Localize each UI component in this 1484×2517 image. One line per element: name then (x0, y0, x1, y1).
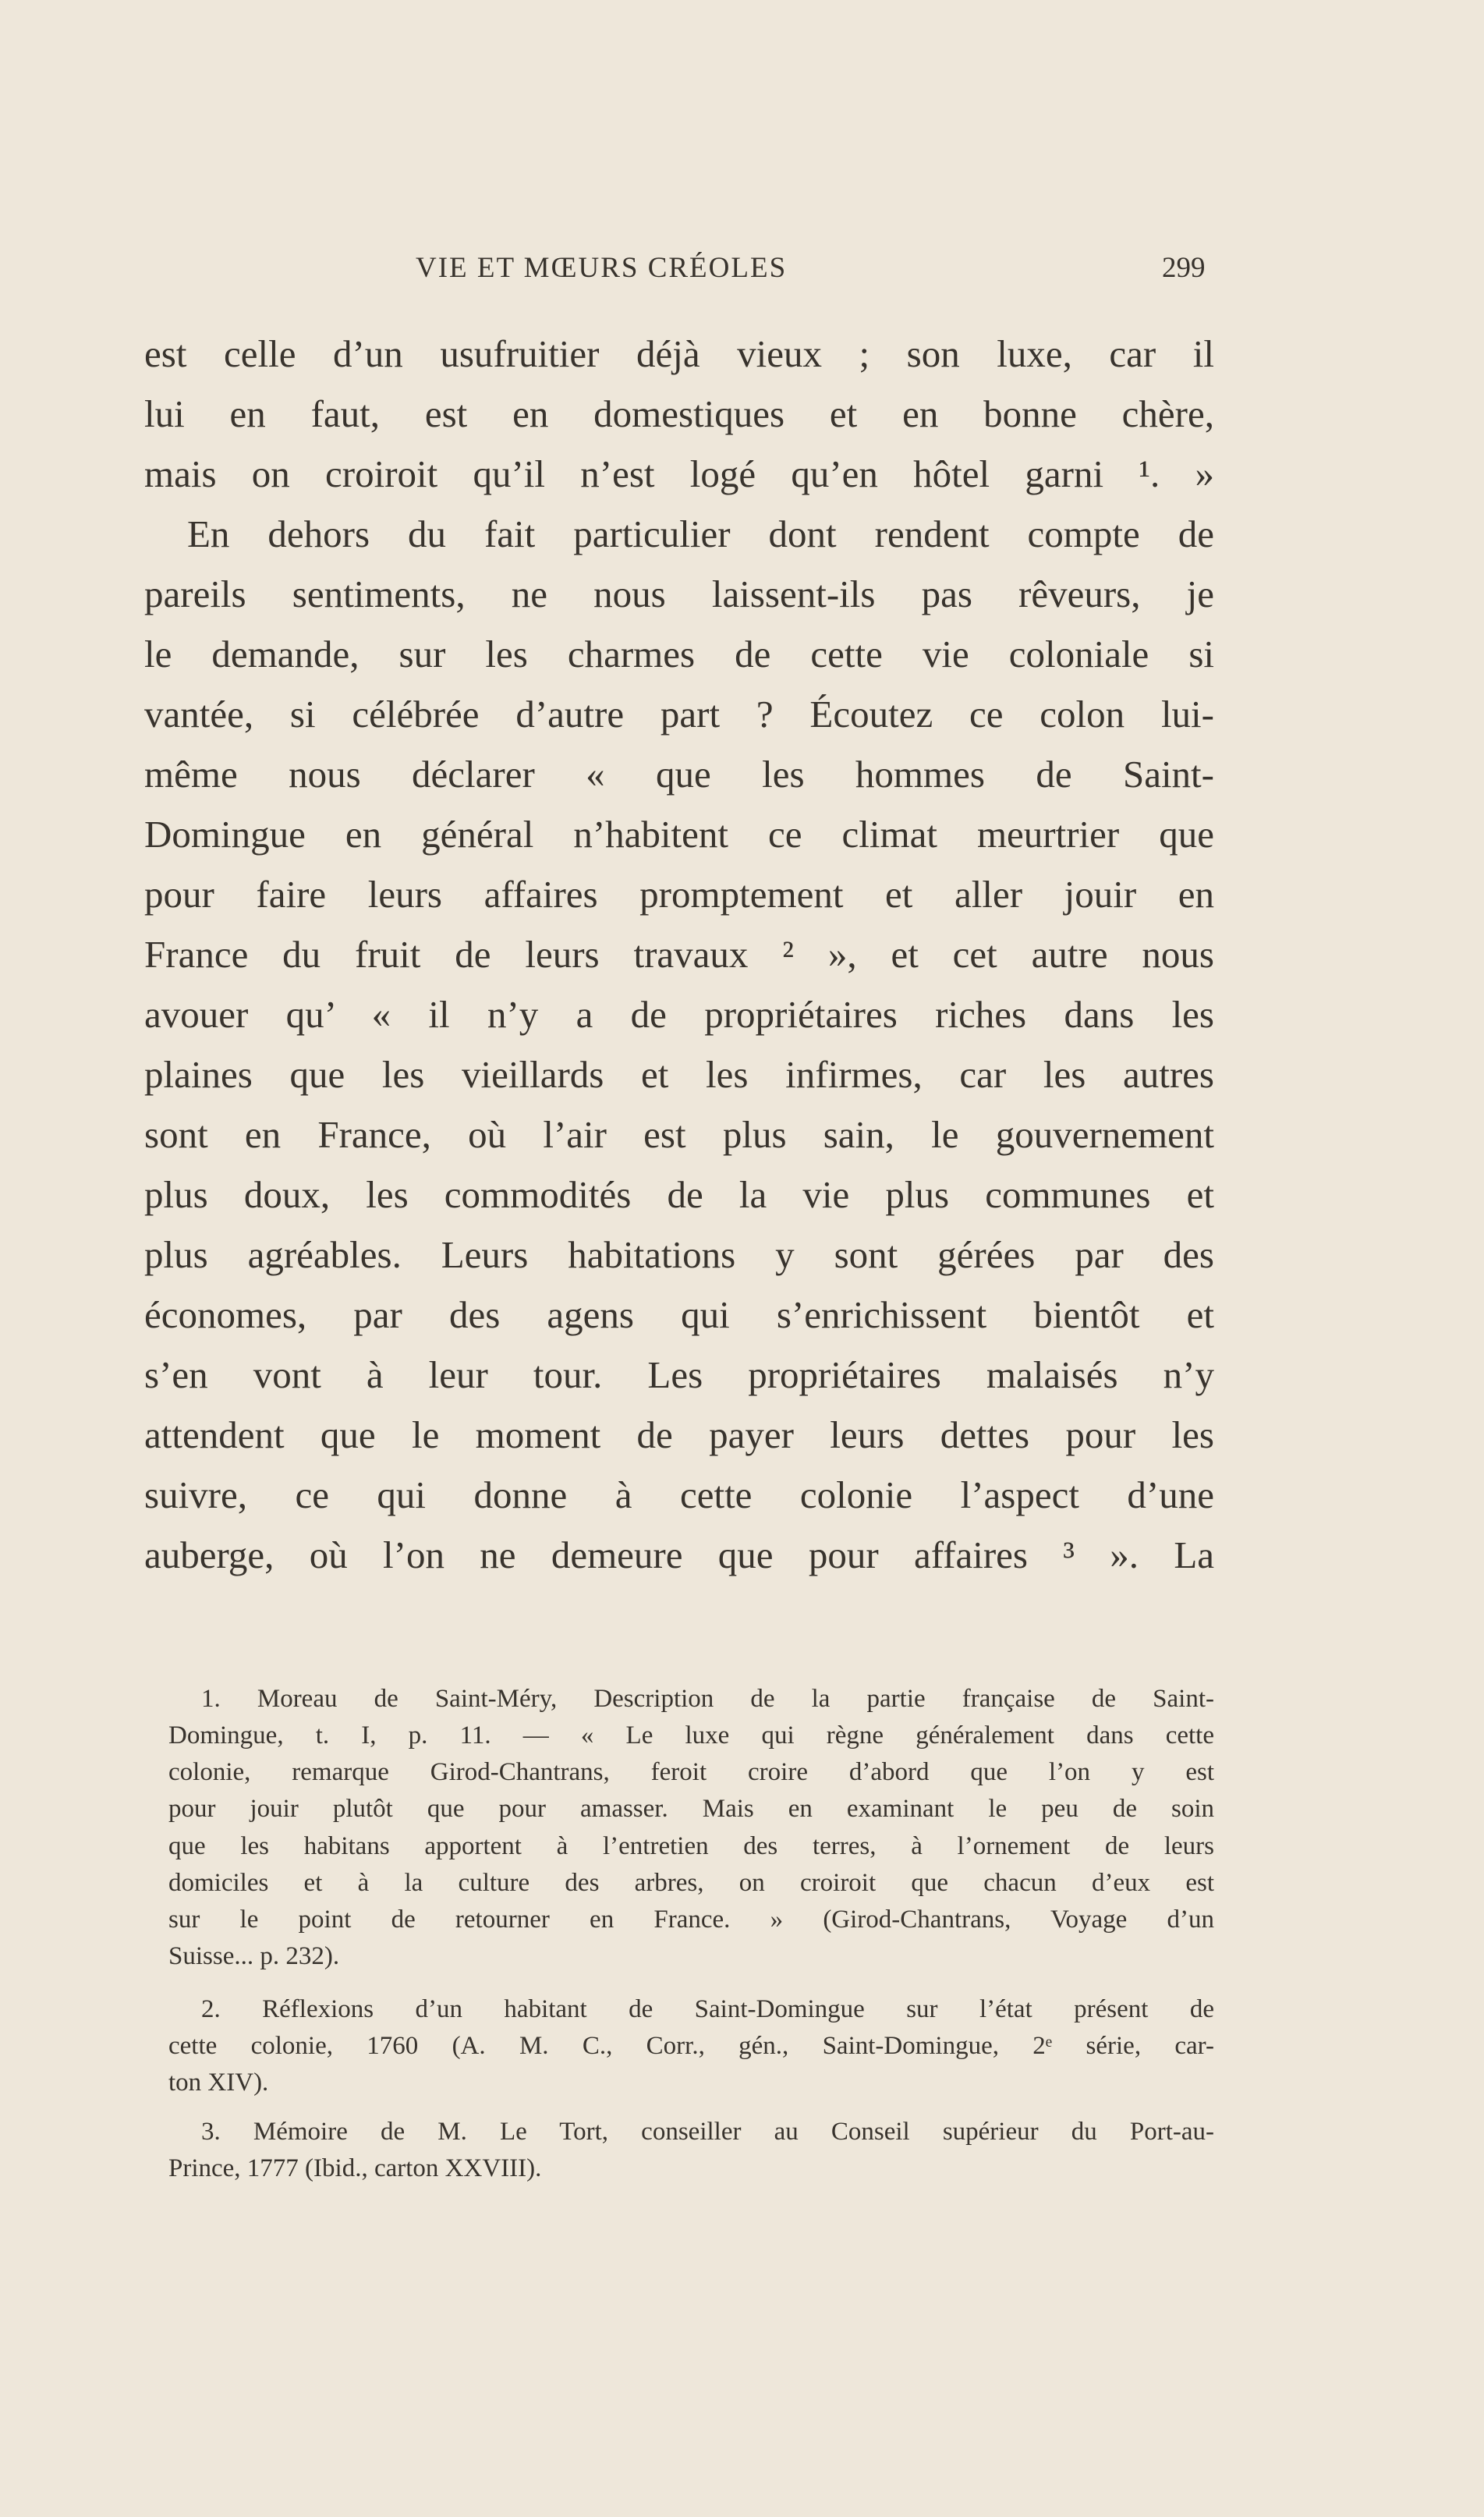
footnote-line: colonie, remarque Girod-Chantrans, feroit croire d’abord que l’on y est (168, 1758, 1214, 1786)
body-line: suivre, ce qui donne à cette colonie l’aspect d’une (144, 1473, 1214, 1516)
running-title: VIE ET MŒURS CRÉOLES (416, 252, 788, 284)
body-line: même nous déclarer « que les hommes de Saint- (144, 753, 1214, 796)
body-line: plaines que les vieillards et les infirmes, car les autres (144, 1053, 1214, 1096)
body-line: mais on croiroit qu’il n’est logé qu’en hôtel garni ¹. » (144, 452, 1214, 495)
footnote-line: 1. Moreau de Saint-Méry, Description de la partie française de Saint- (201, 1685, 1214, 1713)
body-line: plus doux, les commodités de la vie plus communes et (144, 1173, 1214, 1216)
body-line: France du fruit de leurs travaux ² », et cet autre nous (144, 933, 1214, 976)
body-line: lui en faut, est en domestiques et en bonne chère, (144, 392, 1214, 435)
body-line: sont en France, où l’air est plus sain, le gouvernement (144, 1113, 1214, 1156)
footnote-line: cette colonie, 1760 (A. M. C., Corr., gén., Saint-Domingue, 2ᵉ série, car- (168, 2032, 1214, 2060)
body-line: est celle d’un usufruitier déjà vieux ; son luxe, car il (144, 332, 1214, 375)
footnote-line: que les habitans apportent à l’entretien des terres, à l’ornement de leurs (168, 1832, 1214, 1860)
footnote-line: sur le point de retourner en France. » (Girod-Chantrans, Voyage d’un (168, 1905, 1214, 1934)
body-line: pour faire leurs affaires promptement et aller jouir en (144, 873, 1214, 916)
body-line: le demande, sur les charmes de cette vie coloniale si (144, 633, 1214, 675)
body-line: s’en vont à leur tour. Les propriétaires malaisés n’y (144, 1353, 1214, 1396)
body-line: vantée, si célébrée d’autre part ? Écoutez ce colon lui- (144, 693, 1214, 736)
footnote-line: 2. Réflexions d’un habitant de Saint-Domingue sur l’état présent de (201, 1995, 1214, 2023)
footnote-line: Prince, 1777 (Ibid., carton XXVIII). (168, 2154, 542, 2182)
body-line: En dehors du fait particulier dont rendent compte de (187, 512, 1214, 555)
body-line: auberge, où l’on ne demeure que pour affaires ³ ». La (144, 1533, 1214, 1576)
footnote-line: ton XIV). (168, 2069, 269, 2097)
footnote-line: Domingue, t. I, p. 11. — « Le luxe qui règne généralement dans cette (168, 1721, 1214, 1749)
body-line: avouer qu’ « il n’y a de propriétaires riches dans les (144, 993, 1214, 1036)
body-line: économes, par des agens qui s’enrichissent bientôt et (144, 1293, 1214, 1336)
body-line: attendent que le moment de payer leurs dettes pour les (144, 1413, 1214, 1456)
footnote-line: Suisse... p. 232). (168, 1942, 340, 1970)
body-line: plus agréables. Leurs habitations y sont gérées par des (144, 1233, 1214, 1276)
footnote-line: 3. Mémoire de M. Le Tort, conseiller au Conseil supérieur du Port-au- (201, 2118, 1214, 2146)
footnote-line: pour jouir plutôt que pour amasser. Mais en examinant le peu de soin (168, 1795, 1214, 1823)
body-line: pareils sentiments, ne nous laissent-ils pas rêveurs, je (144, 573, 1214, 615)
body-line: Domingue en général n’habitent ce climat meurtrier que (144, 813, 1214, 856)
page-number: 299 (1162, 252, 1206, 284)
footnote-line: domiciles et à la culture des arbres, on croiroit que chacun d’eux est (168, 1869, 1214, 1897)
